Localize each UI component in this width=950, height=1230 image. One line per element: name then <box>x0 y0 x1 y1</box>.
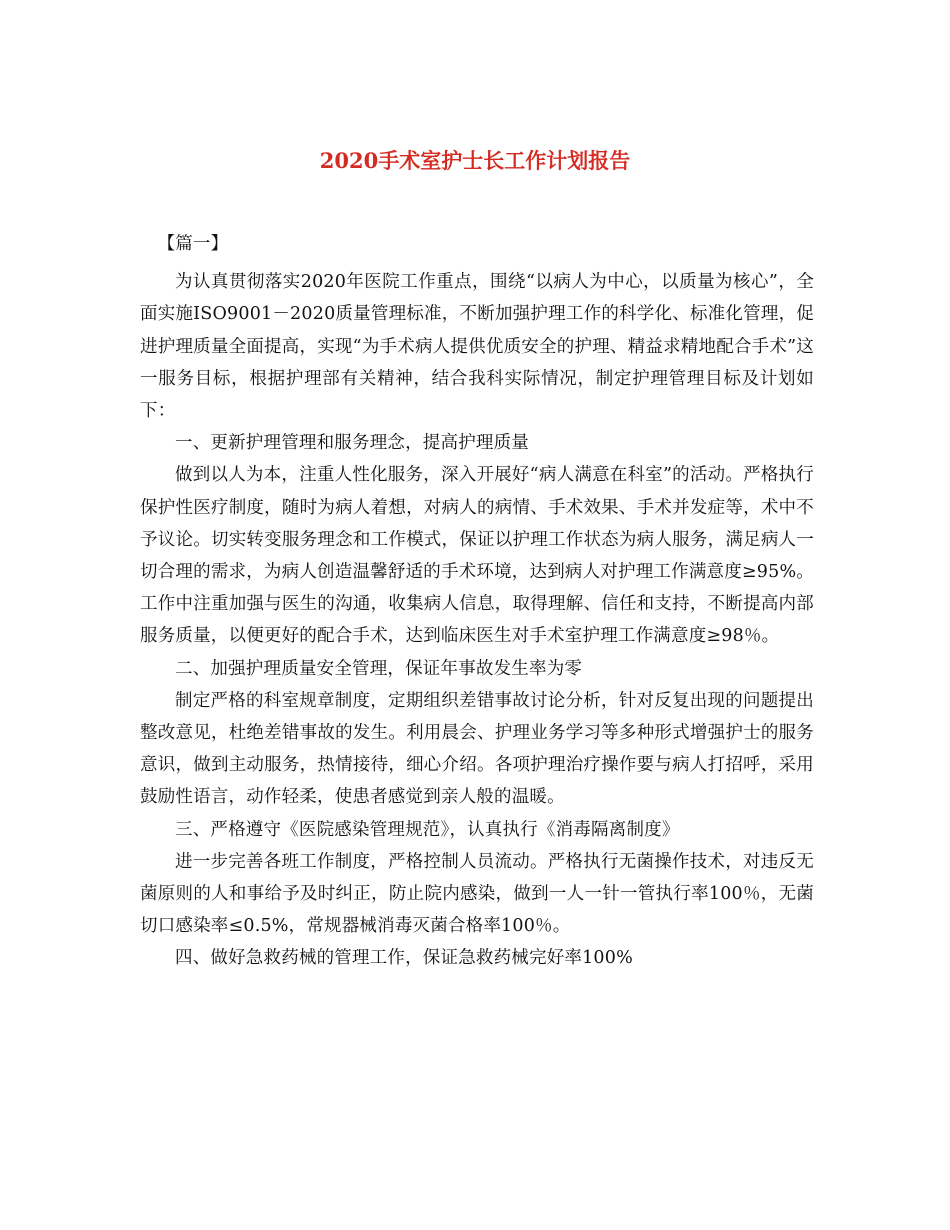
section-tag: 【篇一】 <box>157 234 229 254</box>
heading-section-2: 二、加强护理质量安全管理，保证年事故发生率为零 <box>175 658 583 679</box>
document-body <box>140 228 814 975</box>
paragraph-intro: 为认真贯彻落实2020年医院工作重点，围绕“以病人为中心，以质量为核心”，全面实施ISO9001－2020质量管理标准，不断加强护理工作的科学化、标准化管理，促进护理质量全面提高，实现“为手术病人提供优质安全的护理、精益求精地配合手术”这一服务目标，根据护理部有关精神，结合我科实际情况，制定护理管理目标及计划如下： <box>140 272 814 422</box>
document-title: 2020手术室护士长工作计划报告 <box>319 148 631 173</box>
paragraph-section-1: 做到以人为本，注重人性化服务，深入开展好“病人满意在科室”的活动。严格执行保护性医疗制度，随时为病人着想，对病人的病情、手术效果、手术并发症等，术中不予议论。切实转变服务理念和工作模式，保证以护理工作状态为病人服务，满足病人一切合理的需求，为病人创造温馨舒适的手术环境，达到病人对护理工作满意度≥95%。工作中注重加强与医生的沟通，收集病人信息，取得理解、信任和支持，不断提高内部服务质量，以便更好的配合手术，达到临床医生对手术室护理工作满意度≥98％。 <box>140 465 814 647</box>
heading-section-3: 三、严格遵守《医院感染管理规范》，认真执行《消毒隔离制度》 <box>175 819 680 840</box>
paragraph-section-2: 制定严格的科室规章制度，定期组织差错事故讨论分析，针对反复出现的问题提出整改意见，杜绝差错事故的发生。利用晨会、护理业务学习等多种形式增强护士的服务意识，做到主动服务，热情接待，细心介绍。各项护理治疗操作要与病人打招呼，采用鼓励性语言，动作轻柔，使患者感觉到亲人般的温暖。 <box>140 690 814 808</box>
paragraph-section-3: 进一步完善各班工作制度，严格控制人员流动。严格执行无菌操作技术，对违反无菌原则的人和事给予及时纠正，防止院内感染，做到一人一针一管执行率100％，无菌切口感染率≤0.5%，常规器械消毒灭菌合格率100％。 <box>140 851 814 937</box>
heading-section-1: 一、更新护理管理和服务理念，提高护理质量 <box>175 433 529 454</box>
heading-section-4: 四、做好急救药械的管理工作，保证急救药械完好率100% <box>175 948 633 969</box>
